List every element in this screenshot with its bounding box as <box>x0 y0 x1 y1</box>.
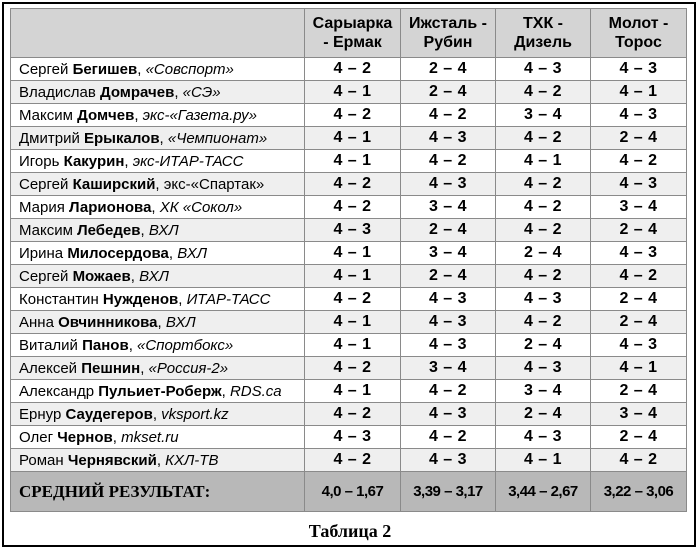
expert-first-name: Александр <box>19 382 95 400</box>
expert-organization: «СЭ» <box>182 83 221 101</box>
score-match-3: 4 – 2 <box>496 265 591 288</box>
score-match-1: 4 – 2 <box>305 357 401 380</box>
expert-surname: Пешнин <box>81 359 141 377</box>
expert-separator: , <box>178 290 187 308</box>
expert-organization: ВХЛ <box>177 244 207 262</box>
expert-first-name: Игорь <box>19 152 60 170</box>
table-row <box>11 311 687 334</box>
expert-name-cell <box>11 334 305 357</box>
score-match-1: 4 – 2 <box>305 288 401 311</box>
expert-name-cell <box>11 403 305 426</box>
table-row <box>11 173 687 196</box>
average-label: СРЕДНИЙ РЕЗУЛЬТАТ: <box>11 472 305 512</box>
score-match-4: 2 – 4 <box>591 219 687 242</box>
score-match-1: 4 – 1 <box>305 334 401 357</box>
score-match-4: 2 – 4 <box>591 127 687 150</box>
score-match-2: 4 – 3 <box>401 449 496 472</box>
table-row <box>11 242 687 265</box>
expert-name-cell <box>11 58 305 81</box>
expert-name-cell <box>11 311 305 334</box>
expert-name-cell <box>11 426 305 449</box>
expert-separator: , <box>151 198 160 216</box>
score-match-2: 4 – 3 <box>401 311 496 334</box>
header-blank-cell <box>11 9 305 58</box>
score-match-4: 4 – 3 <box>591 242 687 265</box>
table-row <box>11 104 687 127</box>
header-row <box>11 9 687 58</box>
expert-separator: , <box>174 83 183 101</box>
expert-name-cell <box>11 104 305 127</box>
expert-separator: , <box>128 336 138 354</box>
table-row <box>11 403 687 426</box>
score-match-2: 3 – 4 <box>401 196 496 219</box>
expert-separator: , <box>112 428 122 446</box>
expert-name-cell <box>11 127 305 150</box>
score-match-2: 4 – 2 <box>401 104 496 127</box>
expert-organization: ВХЛ <box>165 313 196 331</box>
score-match-1: 4 – 3 <box>305 426 401 449</box>
expert-name-cell <box>11 150 305 173</box>
score-match-4: 4 – 2 <box>591 150 687 173</box>
expert-first-name: Ернур <box>19 405 62 423</box>
expert-first-name: Дмитрий <box>19 129 80 147</box>
score-match-4: 2 – 4 <box>591 311 687 334</box>
score-match-1: 4 – 1 <box>305 265 401 288</box>
score-match-4: 2 – 4 <box>591 288 687 311</box>
expert-separator: , <box>134 106 143 124</box>
expert-surname: Саудегеров <box>65 405 153 423</box>
score-match-2: 3 – 4 <box>401 357 496 380</box>
expert-surname: Овчинникова <box>58 313 158 331</box>
score-match-3: 4 – 2 <box>496 196 591 219</box>
expert-surname: Нужденов <box>102 290 179 308</box>
table-row <box>11 426 687 449</box>
expert-first-name: Анна <box>19 313 54 331</box>
expert-organization: экс-«Газета.ру» <box>142 106 257 124</box>
score-match-2: 2 – 4 <box>401 81 496 104</box>
expert-organization: «Спортбокс» <box>137 336 234 354</box>
score-match-1: 4 – 2 <box>305 173 401 196</box>
expert-surname: Ерыкалов <box>84 129 160 147</box>
score-match-2: 3 – 4 <box>401 242 496 265</box>
expert-name-cell <box>11 219 305 242</box>
score-match-4: 4 – 2 <box>591 449 687 472</box>
score-match-1: 4 – 2 <box>305 104 401 127</box>
predictions-table <box>10 8 687 512</box>
score-match-1: 4 – 1 <box>305 150 401 173</box>
expert-organization: ВХЛ <box>139 267 169 285</box>
expert-name-cell <box>11 288 305 311</box>
expert-name-cell <box>11 173 305 196</box>
score-match-1: 4 – 1 <box>305 311 401 334</box>
expert-first-name: Владислав <box>19 83 96 101</box>
expert-surname: Можаев <box>72 267 131 285</box>
score-match-2: 2 – 4 <box>401 265 496 288</box>
score-match-1: 4 – 2 <box>305 449 401 472</box>
expert-organization: «Россия-2» <box>148 359 229 377</box>
expert-separator: , <box>221 382 230 400</box>
table-row <box>11 219 687 242</box>
score-match-1: 4 – 1 <box>305 127 401 150</box>
header-match-2: Ижсталь - Рубин <box>401 9 496 58</box>
expert-organization: ХК «Сокол» <box>159 198 243 216</box>
score-match-3: 4 – 3 <box>496 288 591 311</box>
expert-name-cell <box>11 81 305 104</box>
score-match-3: 4 – 2 <box>496 127 591 150</box>
score-match-2: 4 – 3 <box>401 127 496 150</box>
expert-surname: Пульиет-Роберж <box>98 382 222 400</box>
table-row <box>11 334 687 357</box>
score-match-4: 4 – 1 <box>591 81 687 104</box>
expert-name-cell <box>11 380 305 403</box>
expert-separator: , <box>140 359 149 377</box>
score-match-1: 4 – 1 <box>305 380 401 403</box>
expert-separator: , <box>130 267 140 285</box>
score-match-3: 4 – 2 <box>496 219 591 242</box>
expert-first-name: Алексей <box>19 359 78 377</box>
header-match-3: ТХК - Дизель <box>496 9 591 58</box>
expert-first-name: Максим <box>19 221 73 239</box>
header-match-4: Молот - Торос <box>591 9 687 58</box>
expert-surname: Лебедев <box>77 221 141 239</box>
expert-separator: , <box>140 221 149 239</box>
expert-name-cell <box>11 196 305 219</box>
expert-name-cell <box>11 449 305 472</box>
expert-first-name: Мария <box>19 198 65 216</box>
expert-organization: КХЛ-ТВ <box>165 451 219 469</box>
average-match-1: 4,0 – 1,67 <box>305 472 401 512</box>
score-match-1: 4 – 1 <box>305 81 401 104</box>
score-match-3: 4 – 2 <box>496 81 591 104</box>
score-match-3: 2 – 4 <box>496 403 591 426</box>
expert-organization: RDS.ca <box>229 382 282 400</box>
score-match-3: 4 – 3 <box>496 58 591 81</box>
table-row <box>11 58 687 81</box>
expert-surname: Домчев <box>77 106 135 124</box>
score-match-2: 2 – 4 <box>401 58 496 81</box>
score-match-3: 3 – 4 <box>496 104 591 127</box>
expert-first-name: Сергей <box>19 267 69 285</box>
expert-separator: , <box>168 244 178 262</box>
expert-organization: mkset.ru <box>121 428 179 446</box>
average-match-2: 3,39 – 3,17 <box>401 472 496 512</box>
expert-separator: , <box>124 152 133 170</box>
table-row <box>11 449 687 472</box>
score-match-3: 4 – 2 <box>496 311 591 334</box>
score-match-3: 4 – 1 <box>496 150 591 173</box>
average-match-4: 3,22 – 3,06 <box>591 472 687 512</box>
score-match-3: 2 – 4 <box>496 334 591 357</box>
score-match-3: 3 – 4 <box>496 380 591 403</box>
expert-separator: , <box>159 129 168 147</box>
expert-organization: ВХЛ <box>148 221 179 239</box>
expert-first-name: Константин <box>19 290 99 308</box>
average-row <box>11 472 687 512</box>
table-row <box>11 357 687 380</box>
score-match-4: 3 – 4 <box>591 403 687 426</box>
table-row <box>11 127 687 150</box>
expert-surname: Домрачев <box>99 83 175 101</box>
expert-organization: vksport.kz <box>161 405 229 423</box>
expert-first-name: Сергей <box>19 175 69 193</box>
expert-first-name: Роман <box>19 451 64 469</box>
table-row <box>11 265 687 288</box>
score-match-3: 4 – 2 <box>496 173 591 196</box>
expert-first-name: Ирина <box>19 244 64 262</box>
expert-first-name: Олег <box>19 428 54 446</box>
score-match-2: 4 – 3 <box>401 334 496 357</box>
expert-surname: Каширский <box>72 175 156 193</box>
expert-name-cell <box>11 357 305 380</box>
table-row <box>11 81 687 104</box>
score-match-1: 4 – 1 <box>305 242 401 265</box>
score-match-3: 4 – 3 <box>496 357 591 380</box>
score-match-1: 4 – 2 <box>305 58 401 81</box>
expert-surname: Какурин <box>63 152 125 170</box>
average-match-3: 3,44 – 2,67 <box>496 472 591 512</box>
expert-organization: «Чемпионат» <box>167 129 268 147</box>
expert-separator: , <box>157 313 166 331</box>
score-match-3: 4 – 3 <box>496 426 591 449</box>
score-match-4: 4 – 1 <box>591 357 687 380</box>
table-row <box>11 380 687 403</box>
score-match-2: 4 – 3 <box>401 403 496 426</box>
score-match-1: 4 – 2 <box>305 196 401 219</box>
score-match-4: 3 – 4 <box>591 196 687 219</box>
table-caption: Таблица 2 <box>308 521 392 541</box>
score-match-3: 4 – 1 <box>496 449 591 472</box>
table-row <box>11 150 687 173</box>
expert-first-name: Максим <box>19 106 73 124</box>
header-match-1: Сарыарка - Ермак <box>305 9 401 58</box>
expert-separator: , <box>137 60 146 78</box>
table-row <box>11 196 687 219</box>
expert-surname: Чернявский <box>67 451 157 469</box>
score-match-4: 4 – 3 <box>591 173 687 196</box>
score-match-2: 4 – 2 <box>401 426 496 449</box>
score-match-4: 4 – 3 <box>591 58 687 81</box>
expert-organization: «Совспорт» <box>145 60 234 78</box>
expert-surname: Бегишев <box>72 60 138 78</box>
expert-surname: Панов <box>82 336 129 354</box>
expert-first-name: Сергей <box>19 60 69 78</box>
score-match-1: 4 – 2 <box>305 403 401 426</box>
score-match-4: 4 – 3 <box>591 104 687 127</box>
score-match-4: 2 – 4 <box>591 380 687 403</box>
expert-name-cell <box>11 242 305 265</box>
score-match-2: 4 – 2 <box>401 150 496 173</box>
expert-name-cell <box>11 265 305 288</box>
score-match-4: 4 – 2 <box>591 265 687 288</box>
score-match-4: 4 – 3 <box>591 334 687 357</box>
expert-first-name: Виталий <box>19 336 78 354</box>
score-match-1: 4 – 3 <box>305 219 401 242</box>
score-match-2: 4 – 3 <box>401 173 496 196</box>
expert-surname: Чернов <box>57 428 113 446</box>
expert-organization: экс-ИТАР-ТАСС <box>132 152 244 170</box>
expert-organization: ИТАР-ТАСС <box>186 290 271 308</box>
expert-surname: Милосердова <box>67 244 169 262</box>
score-match-4: 2 – 4 <box>591 426 687 449</box>
expert-organization: экс-«Спартак» <box>163 175 265 193</box>
expert-surname: Ларионова <box>69 198 152 216</box>
table-row <box>11 288 687 311</box>
expert-separator: , <box>156 451 166 469</box>
score-match-2: 4 – 2 <box>401 380 496 403</box>
score-match-2: 4 – 3 <box>401 288 496 311</box>
expert-separator: , <box>155 175 164 193</box>
expert-separator: , <box>152 405 162 423</box>
score-match-3: 2 – 4 <box>496 242 591 265</box>
score-match-2: 2 – 4 <box>401 219 496 242</box>
